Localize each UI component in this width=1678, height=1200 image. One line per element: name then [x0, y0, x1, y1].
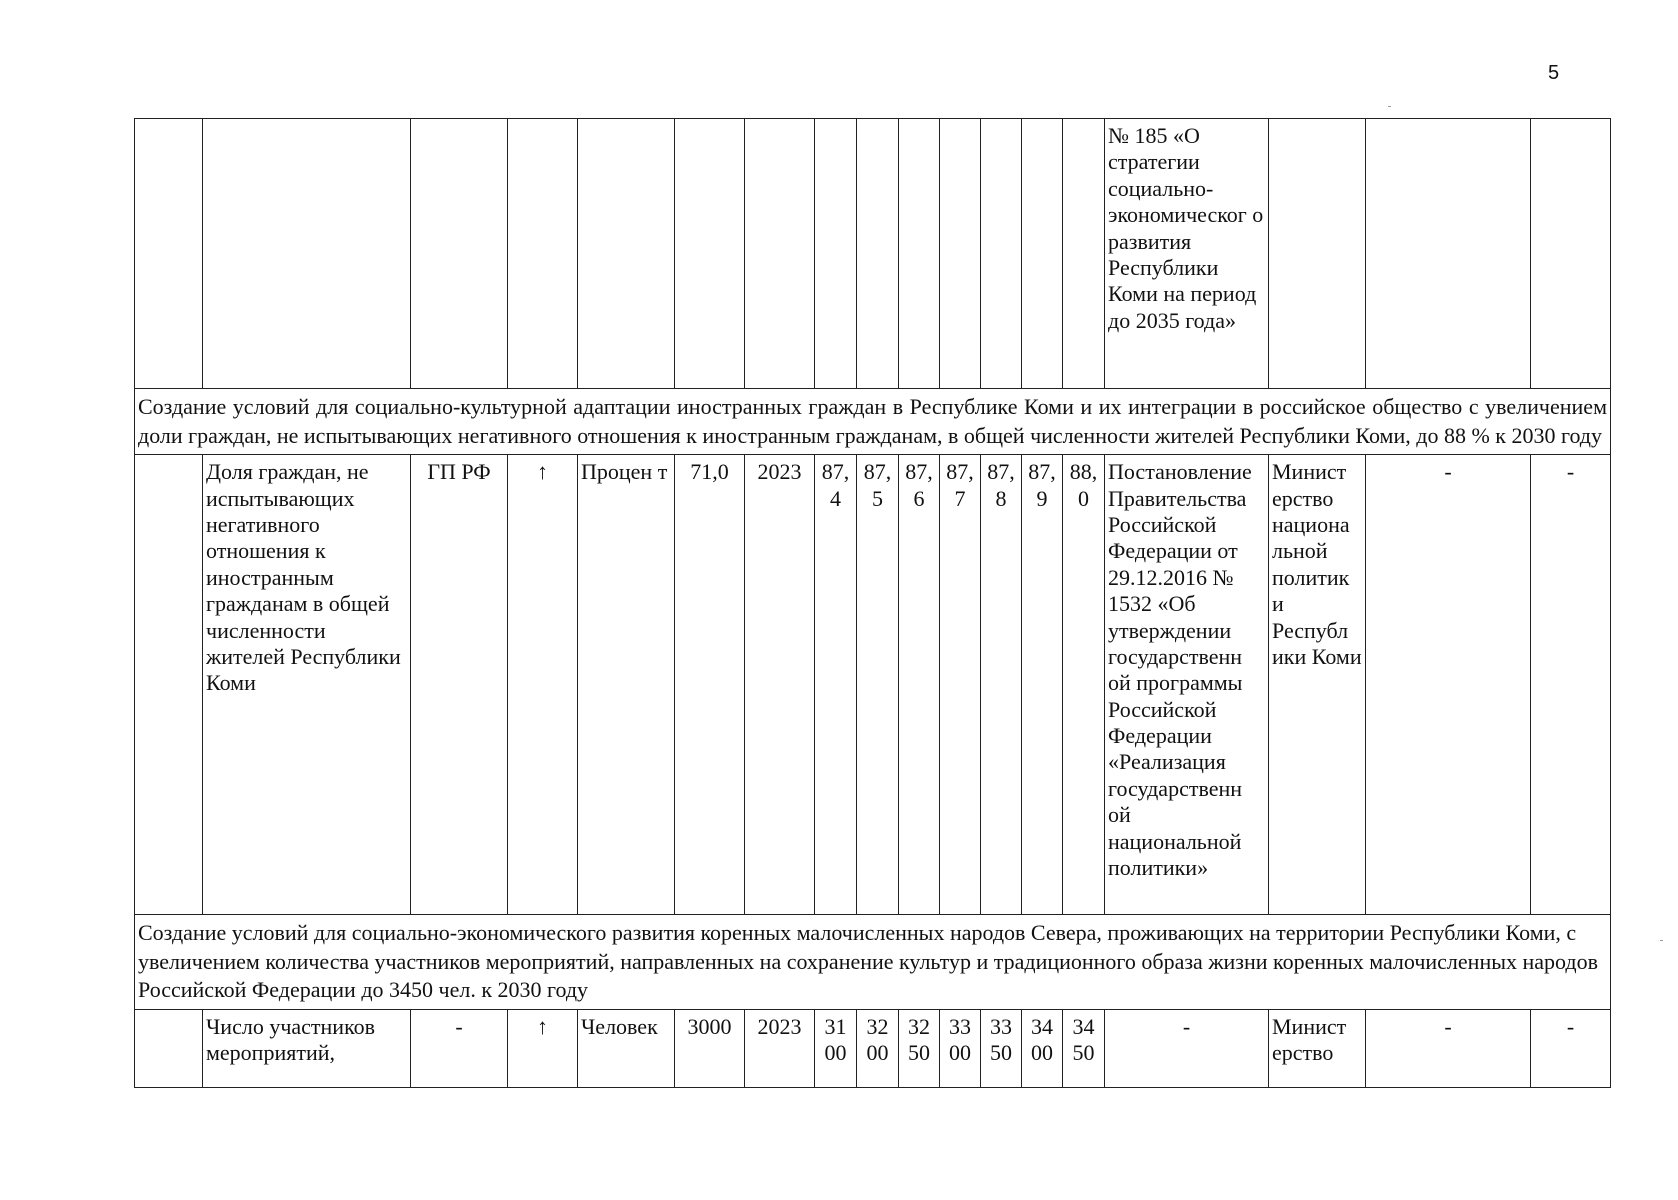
document-cell: № 185 «О стратегии социально-экономическог о развития Республики Коми на период до 2035 года»: [1105, 119, 1269, 389]
cell-empty: [578, 119, 675, 389]
cell-empty: [981, 119, 1022, 389]
indicator-direction: ↑: [508, 455, 578, 915]
year-value: 87, 8: [981, 455, 1022, 915]
cell-empty: [940, 119, 981, 389]
year-value: 87, 4: [815, 455, 857, 915]
year-value: 87, 5: [857, 455, 899, 915]
cell-empty: [1531, 119, 1611, 389]
year-value: 88, 0: [1063, 455, 1105, 915]
year-value: 34 50: [1063, 1009, 1105, 1087]
indicator-name: Доля граждан, не испытывающих негативного отношения к иностранным гражданам в общей численности жителей Республики Коми: [203, 455, 411, 915]
cell-empty: [1366, 119, 1531, 389]
year-value: 87, 6: [899, 455, 940, 915]
cell-empty: [899, 119, 940, 389]
year-value: 32 00: [857, 1009, 899, 1087]
responsible-cell: Минист ерство национа льной политик и Республ ики Коми: [1269, 455, 1366, 915]
indicator-name: Число участников мероприятий,: [203, 1009, 411, 1087]
year-value: 87, 9: [1022, 455, 1063, 915]
cell-empty: [1269, 119, 1366, 389]
cell-empty: [411, 119, 508, 389]
base-year: 2023: [745, 1009, 815, 1087]
indicator-direction: ↑: [508, 1009, 578, 1087]
year-value: 87, 7: [940, 455, 981, 915]
document-cell: Постановление Правительства Российской Федерации от 29.12.2016 № 1532 «Об утверждении государственн ой программы Российской Федерации «Реализация государственн ой национальной политики»: [1105, 455, 1269, 915]
scan-artifact: [1660, 940, 1663, 941]
cell-empty: [203, 119, 411, 389]
section-heading: Создание условий для социально-экономического развития коренных малочисленных народов Севера, проживающих на территории Республики Коми, с увеличением количества участников мероприятий, направленных на сохранение культур и традиционного образа жизни коренных малочисленных народов Российской Федерации до 3450 чел. к 2030 году: [135, 915, 1611, 1010]
section-heading-row: [135, 915, 1611, 1010]
indicator-unit: Человек: [578, 1009, 675, 1087]
scan-artifact: [1388, 106, 1391, 107]
base-year: 2023: [745, 455, 815, 915]
cell-empty: [135, 1009, 203, 1087]
indicator-row: [135, 1009, 1611, 1087]
cell-empty: [857, 119, 899, 389]
document-cell: -: [1105, 1009, 1269, 1087]
dash-cell: -: [1531, 1009, 1611, 1087]
base-value: 71,0: [675, 455, 745, 915]
responsible-cell: Минист ерство: [1269, 1009, 1366, 1087]
cell-empty: [815, 119, 857, 389]
indicator-row: [135, 455, 1611, 915]
cell-empty: [1022, 119, 1063, 389]
section-heading: Создание условий для социально-культурной адаптации иностранных граждан в Республике Коми и их интеграции в российское общество с увеличением доли граждан, не испытывающих негативного отношения к иностранным гражданам, в общей численности жителей Республики Коми, до 88 % к 2030 году: [135, 389, 1611, 455]
section-heading-row: [135, 389, 1611, 455]
indicator-level: ГП РФ: [411, 455, 508, 915]
dash-cell: -: [1366, 455, 1531, 915]
indicator-level: -: [411, 1009, 508, 1087]
cell-empty: [135, 455, 203, 915]
year-value: 34 00: [1022, 1009, 1063, 1087]
cell-empty: [675, 119, 745, 389]
page-number: 5: [1548, 62, 1560, 84]
base-value: 3000: [675, 1009, 745, 1087]
year-value: 32 50: [899, 1009, 940, 1087]
year-value: 33 00: [940, 1009, 981, 1087]
year-value: 33 50: [981, 1009, 1022, 1087]
year-value: 31 00: [815, 1009, 857, 1087]
indicators-table: [134, 118, 1611, 1088]
dash-cell: -: [1531, 455, 1611, 915]
cell-empty: [745, 119, 815, 389]
dash-cell: -: [1366, 1009, 1531, 1087]
cell-empty: [508, 119, 578, 389]
indicator-unit: Процен т: [578, 455, 675, 915]
continuation-row: [135, 119, 1611, 389]
cell-empty: [1063, 119, 1105, 389]
cell-empty: [135, 119, 203, 389]
